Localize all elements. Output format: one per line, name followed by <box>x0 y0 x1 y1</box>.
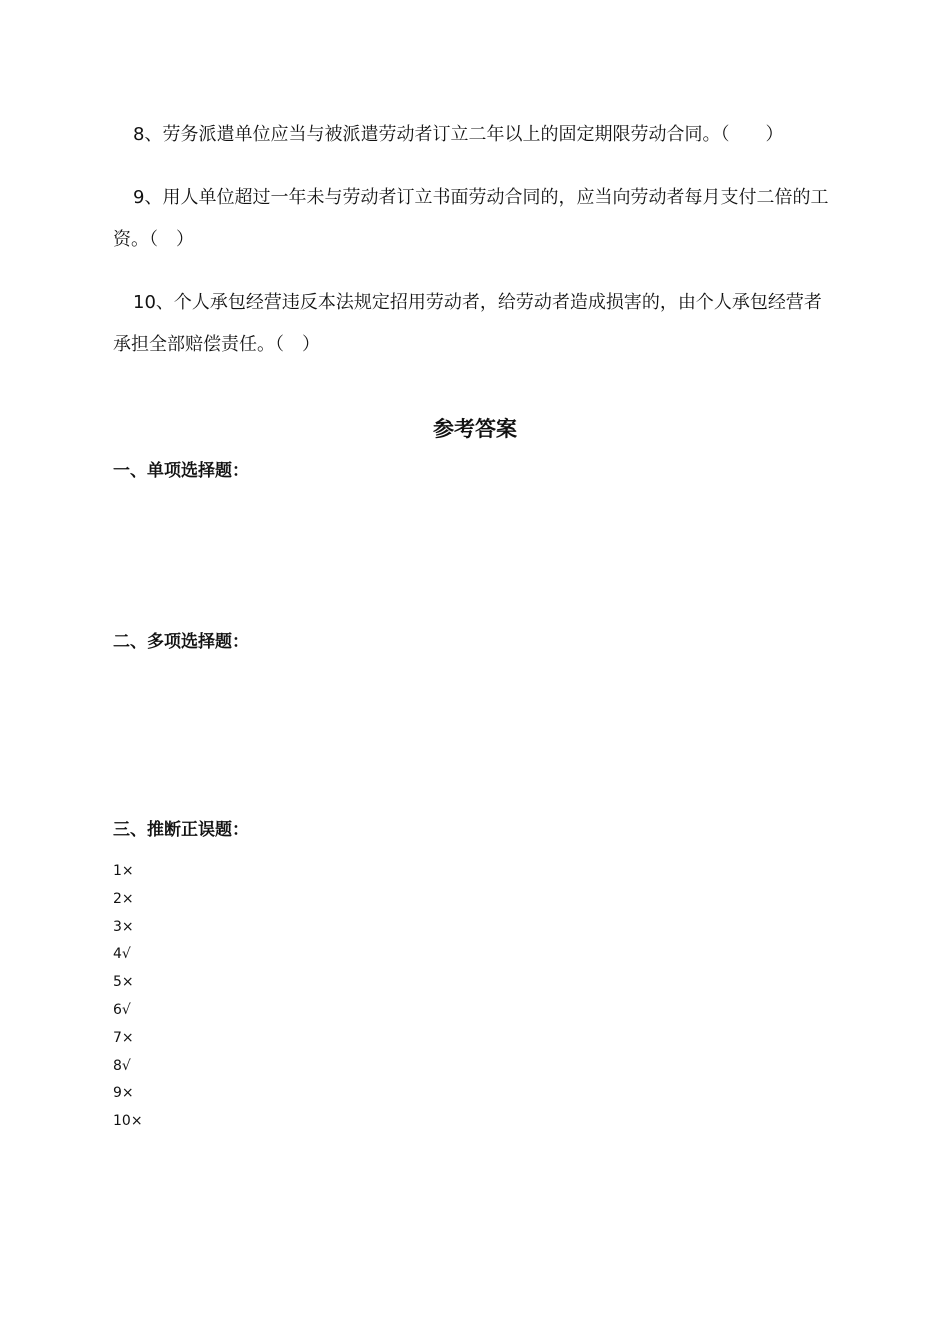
list-item: 7× <box>113 1029 134 1046</box>
list-item: 8√ <box>113 1057 131 1074</box>
question-9: 9、用人单位超过一年未与劳动者订立书面劳动合同的，应当向劳动者每月支付二倍的工资。（ ） <box>113 187 829 250</box>
list-item: 2× <box>113 890 134 907</box>
question-8: 8、劳务派遣单位应当与被派遣劳动者订立二年以上的固定期限劳动合同。（ ） <box>133 124 784 145</box>
true-false-answer-list <box>113 858 143 1136</box>
section-multiple-choice-heading: 二、多项选择题： <box>113 632 249 652</box>
list-item: 3× <box>113 918 134 935</box>
list-item: 6√ <box>113 1001 131 1018</box>
list-item: 4√ <box>113 946 131 963</box>
list-item: 5× <box>113 974 134 991</box>
answer-key-title: 参考答案 <box>433 417 517 441</box>
list-item: 1× <box>113 863 134 879</box>
question-10: 10、个人承包经营违反本法规定招用劳动者，给劳动者造成损害的，由个人承包经营者承担全部赔偿责任。（ ） <box>113 292 822 355</box>
list-item: 9× <box>113 1085 134 1102</box>
section-single-choice-heading: 一、单项选择题： <box>113 461 249 481</box>
list-item: 10× <box>113 1113 143 1130</box>
section-true-false-heading: 三、推断正误题： <box>113 820 249 840</box>
